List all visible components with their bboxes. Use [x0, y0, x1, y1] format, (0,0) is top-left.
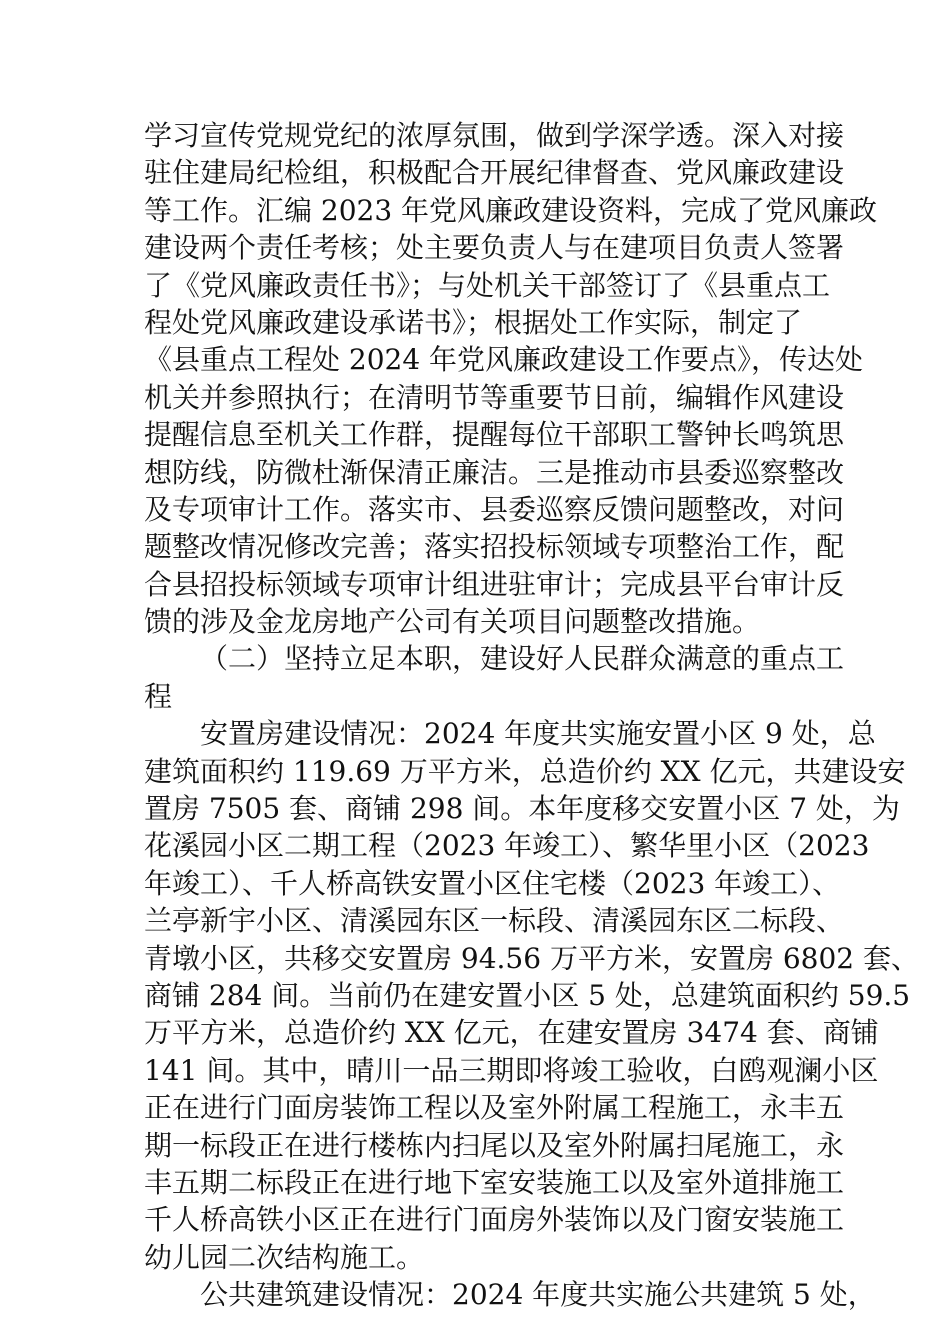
text-line: 等工作。汇编 2023 年党风廉政建设资料，完成了党风廉政 [144, 193, 878, 227]
text-line: 期一标段正在进行楼栋内扫尾以及室外附属扫尾施工，永 [144, 1128, 845, 1162]
text-line: 千人桥高铁小区正在进行门面房外装饰以及门窗安装施工 [144, 1203, 845, 1237]
text-line: 141 间。其中，晴川一品三期即将竣工验收，白鸥观澜小区 [144, 1053, 879, 1087]
text-line: 程处党风廉政建设承诺书》；根据处工作实际，制定了 [144, 305, 803, 339]
text-line: 年竣工）、千人桥高铁安置小区住宅楼（2023 年竣工）、 [144, 866, 841, 900]
text-line: 商铺 284 间。当前仍在建安置小区 5 处，总建筑面积约 59.5 [144, 978, 911, 1012]
text-line: 馈的涉及金龙房地产公司有关项目问题整改措施。 [144, 605, 761, 639]
text-line: 建设两个责任考核；处主要负责人与在建项目负责人签署 [144, 231, 845, 265]
text-line: 丰五期二标段正在进行地下室安装施工以及室外道排施工 [144, 1165, 845, 1199]
text-line: 学习宣传党规党纪的浓厚氛围，做到学深学透。深入对接 [144, 119, 845, 152]
text-line: 提醒信息至机关工作群，提醒每位干部职工警钟长鸣筑思 [144, 418, 845, 452]
text-line: 安置房建设情况：2024 年度共实施安置小区 9 处，总 [200, 717, 876, 751]
text-line: 驻住建局纪检组，积极配合开展纪律督查、党风廉政建设 [144, 156, 845, 190]
text-line: 及专项审计工作。落实市、县委巡察反馈问题整改，对问 [144, 492, 845, 526]
text-line: 置房 7505 套、商铺 298 间。本年度移交安置小区 7 处，为 [144, 792, 900, 826]
text-line: 幼儿园二次结构施工。 [144, 1240, 425, 1274]
text-line: 正在进行门面房装饰工程以及室外附属工程施工，永丰五 [144, 1091, 845, 1125]
text-line: 题整改情况修改完善；落实招投标领域专项整治工作，配 [144, 530, 845, 564]
text-line: 花溪园小区二期工程（2023 年竣工）、繁华里小区（2023 [144, 829, 870, 863]
text-line: 了《党风廉政责任书》；与处机关干部签订了《县重点工 [144, 268, 831, 302]
text-line: 青墩小区，共移交安置房 94.56 万平方米，安置房 6802 套、 [144, 941, 920, 975]
text-line: 合县招投标领域专项审计组进驻审计；完成县平台审计反 [144, 567, 845, 601]
text-line: 《县重点工程处 2024 年党风廉政建设工作要点》，传达处 [144, 343, 864, 377]
text-line: 公共建筑建设情况：2024 年度共实施公共建筑 5 处， [200, 1278, 876, 1312]
text-line: 万平方米，总造价约 XX 亿元，在建安置房 3474 套、商铺 [144, 1016, 879, 1050]
text-line: 兰亭新宇小区、清溪园东区一标段、清溪园东区二标段、 [144, 904, 845, 938]
text-line: （二）坚持立足本职，建设好人民群众满意的重点工 [200, 642, 845, 676]
text-line: 程 [144, 679, 173, 713]
text-line: 建筑面积约 119.69 万平方米，总造价约 XX 亿元，共建设安 [144, 754, 906, 788]
text-line: 机关并参照执行；在清明节等重要节日前，编辑作风建设 [144, 380, 845, 414]
text-line: 想防线，防微杜渐保清正廉洁。三是推动市县委巡察整改 [144, 455, 845, 489]
body-text [144, 117, 920, 1314]
